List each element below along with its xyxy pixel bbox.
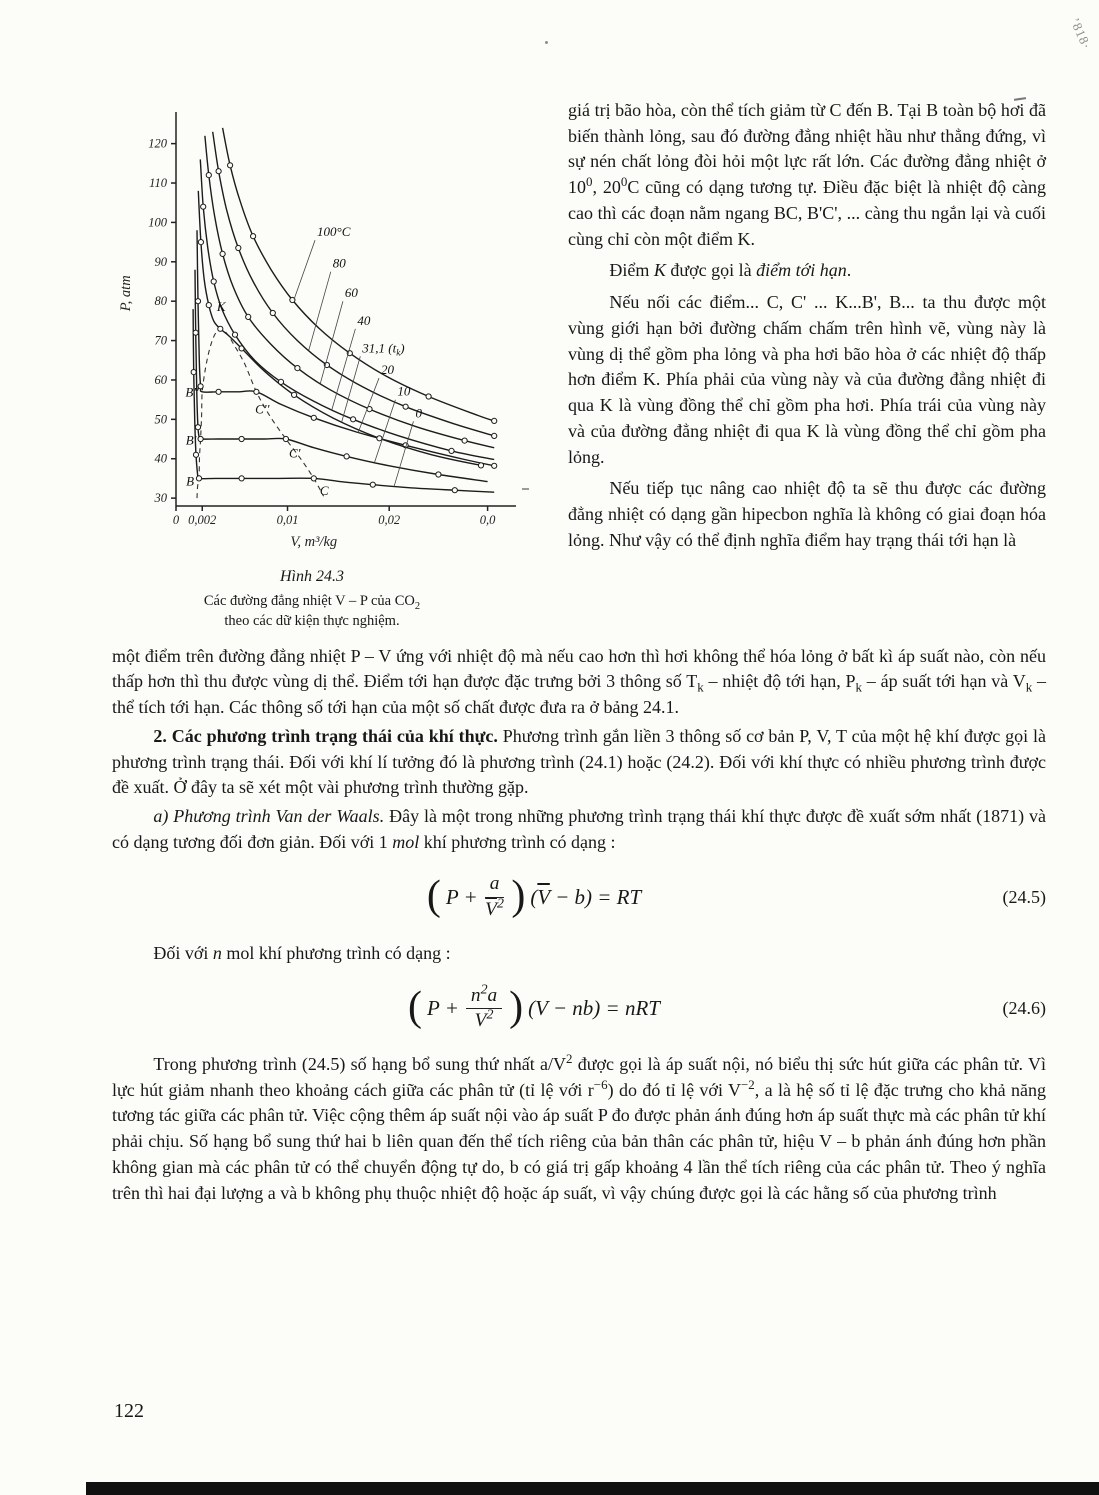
paragraph-continuation: một điểm trên đường đẳng nhiệt P – V ứng với nhiệt độ mà nếu cao hơn thì hơi không thể hóa lỏng ở bất kì áp suất nào, còn nếu thấp hơn thì thu được vùng dị thể. Điểm tới hạn được đặc trưng bởi 3 thông số $T_k$ – nhiệt độ tới hạn, $P_k$ – áp suất tới hạn và $V_k$ – thể tích tới hạn. Các thông số tới hạn của một số chất được đưa ra ở bảng 24.1.: [112, 645, 1046, 718]
fraction-numerator: a: [485, 873, 505, 897]
svg-text:0: 0: [172, 513, 180, 527]
close-paren: ): [511, 873, 526, 920]
svg-text:B: B: [186, 473, 195, 489]
equation-24-5-row: [112, 873, 1046, 920]
paragraph-two-phase-region: Nếu nối các điểm... C, C' ... K...B', B... ta thu được một vùng giới hạn bởi đường chấm chấm trên hình vẽ, vùng này là vùng dị thể gồm pha lỏng và pha hơi bão hòa ở các nhiệt độ thấp hơn điểm K. Phía phải của vùng này và của đường đẳng nhiệt đi qua K là vùng đồng thể chỉ gồm pha hơi. Phía trái của vùng này và của đường đẳng nhiệt đi qua K là vùng đồng thể chỉ gồm pha lỏng.: [568, 292, 1046, 467]
figure-caption-title: Hình 24.3: [280, 568, 344, 585]
paragraph-constants-a-b: Trong phương trình (24.5) số hạng bổ sung thứ nhất $a/V^2$ được gọi là áp suất nội, nó biểu thị sức hút giữa các phân tử. Vì lực hút giảm nhanh theo khoảng cách giữa các phân tử (tỉ lệ với $r^{-6}$) do đó tỉ lệ với $V^{-2}$, a là hệ số tỉ lệ đặc trưng cho khả năng tương tác giữa các phân tử. Việc cộng thêm áp suất nội vào áp suất P đo được phản ánh đúng hơn áp suất thực mà các phân tử khí phải chịu. Số hạng bổ sung thứ hai b liên quan đến thể tích riêng của bản thân các phân tử, hiệu V – b phản ánh đúng hơn phần không gian mà các phân tử có thể chuyển động tự do, b có giá trị gấp khoảng 4 lần thể tích riêng của các phân tử. Theo ý nghĩa trên thì hai đại lượng a và b không phụ thuộc nhiệt độ hoặc áp suất, vì vậy chúng được gọi là các hằng số của phương trình: [112, 1051, 1046, 1203]
svg-text:10: 10: [397, 383, 411, 399]
svg-text:60: 60: [344, 285, 358, 301]
svg-text:100: 100: [148, 215, 167, 230]
svg-text:C'': C'': [255, 401, 270, 417]
figure-caption-line2: theo các dữ kiện thực nghiệm.: [224, 613, 400, 630]
svg-text:40: 40: [154, 451, 167, 466]
scan-artifact: [545, 41, 548, 44]
svg-text:50: 50: [154, 412, 167, 427]
svg-text:70: 70: [154, 333, 167, 348]
scan-corner-mark: ’818·: [1067, 15, 1095, 52]
svg-text:V, m³/kg: V, m³/kg: [290, 534, 338, 550]
svg-text:20: 20: [381, 362, 394, 378]
svg-text:B'': B'': [185, 384, 199, 400]
fraction-numerator: $n^2a$: [466, 985, 502, 1009]
svg-text:31,1 (tk): 31,1 $(t_k)$: [362, 340, 405, 358]
paragraph-saturation: giá trị bão hòa, còn thể tích giảm từ C đến B. Tại B toàn bộ hơi đã biến thành lỏng, sau đó đường đẳng nhiệt hầu như thẳng đứng, vì sự nén chất lỏng đòi hỏi một lực rất lớn. Các đường đẳng nhiệt ở $10^0$, $20^0C$ cũng có dạng tương tự. Điều đặc biệt là nhiệt độ càng cao thì các đoạn nằm ngang BC, B'C', ... càng thu ngắn lại và cuối cùng chỉ còn một điểm K.: [568, 100, 1046, 249]
open-paren: (: [426, 873, 441, 920]
svg-text:0,01: 0,01: [276, 513, 299, 527]
equation-number: (24.6): [1002, 997, 1046, 1018]
fraction: [485, 873, 505, 920]
right-text-column: [568, 98, 1046, 556]
paragraph-n-mol: Đối với n mol khí phương trình có dạng :: [153, 942, 451, 963]
svg-text:30: 30: [154, 491, 167, 506]
svg-text:C: C: [319, 482, 329, 498]
page-number: 122: [114, 1400, 144, 1422]
svg-text:P, atm: P, atm: [118, 275, 134, 312]
figure-24-3: [112, 98, 540, 632]
svg-text:0,02: 0,02: [378, 513, 401, 527]
figure-caption-line1: Các đường đẳng nhiệt V – P của $CO_2$: [203, 593, 421, 612]
svg-text:80: 80: [154, 294, 167, 309]
pressure-term: P +: [427, 995, 459, 1020]
volume-term: $(\overline{V} - b)$ = RT: [530, 884, 642, 909]
paragraph-hyperbola: Nếu tiếp tục nâng cao nhiệt độ ta sẽ thu được các đường đẳng nhiệt có dạng gần hipecbon nghĩa là không có giai đoạn hóa lỏng. Như vậy có thể định nghĩa điểm hay trạng thái tới hạn là: [568, 478, 1046, 550]
scan-bottom-bar: [86, 1482, 1099, 1495]
fraction-denominator: $\overline{V}^2$: [485, 896, 504, 920]
section-2-paragraph: 2. Các phương trình trạng thái của khí thực. Phương trình gắn liền 3 thông số cơ bản P, V, T của một hệ khí được gọi là phương trình trạng thái. Đối với khí lí tưởng đó là phương trình (24.1) hoặc (24.2). Đối với khí thực có nhiều phương trình được đề xuất. Ở đây ta sẽ xét một vài phương trình thường gặp.: [112, 725, 1046, 798]
svg-text:120: 120: [148, 136, 167, 151]
pressure-term: P +: [445, 884, 478, 909]
fraction-denominator: $V^2$: [474, 1007, 494, 1031]
fraction: [466, 982, 502, 1032]
svg-text:100°C: 100°C: [317, 224, 351, 240]
equation-number: (24.5): [1002, 886, 1046, 907]
page-content: [112, 98, 1046, 1209]
svg-text:90: 90: [154, 254, 167, 269]
svg-text:60: 60: [154, 372, 167, 387]
svg-text:K: K: [216, 299, 226, 315]
equation-24-5: [427, 873, 641, 920]
van-der-waals-paragraph: a) Phương trình Van der Waals. Đây là một trong những phương trình trạng thái khí thực được đề xuất sớm nhất (1871) và có dạng tương đối đơn giản. Đối với 1 mol khí phương trình có dạng :: [112, 806, 1047, 852]
main-text-block: [112, 644, 1046, 1207]
open-paren: (: [408, 984, 423, 1031]
svg-text:B': B': [185, 432, 197, 448]
svg-text:0,0: 0,0: [479, 513, 496, 527]
svg-text:110: 110: [149, 176, 167, 191]
svg-text:0: 0: [415, 405, 422, 421]
volume-term: (V − nb) = nRT: [528, 995, 660, 1020]
paragraph-critical-point: Điểm K được gọi là điểm tới hạn.: [609, 260, 852, 281]
svg-text:80: 80: [332, 255, 346, 271]
equation-24-6-row: [112, 982, 1046, 1032]
svg-text:0,002: 0,002: [188, 513, 217, 527]
isotherm-chart: [112, 104, 540, 556]
close-paren: ): [509, 984, 524, 1031]
svg-text:40: 40: [357, 312, 371, 328]
equation-24-6: [408, 982, 660, 1032]
svg-text:C': C': [289, 445, 301, 461]
figure-caption: [122, 568, 502, 632]
